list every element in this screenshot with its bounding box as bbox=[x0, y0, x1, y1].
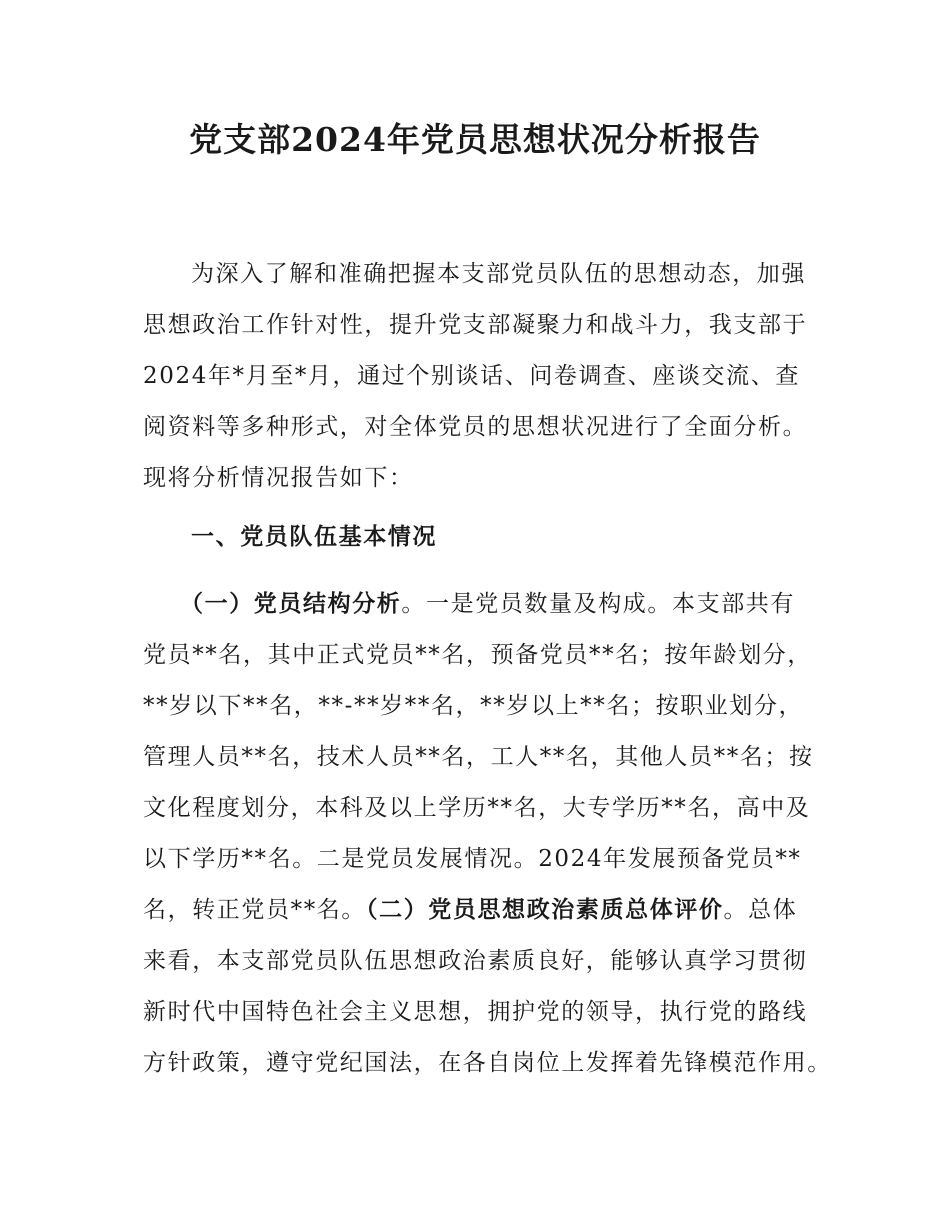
paragraph-line: 方针政策，遵守党纪国法，在各自岗位上发挥着先锋模范作用。 bbox=[143, 1050, 832, 1076]
paragraph-text: 。一是党员数量及构成。本支部共有 bbox=[401, 591, 796, 617]
paragraph-line: 党员**名，其中正式党员**名，预备党员**名；按年龄划分， bbox=[143, 642, 812, 668]
subsection-heading: （二）党员思想政治素质总体评价 bbox=[366, 896, 724, 923]
paragraph-line: 新时代中国特色社会主义思想，拥护党的领导，执行党的路线 bbox=[143, 999, 808, 1025]
paragraph-line: 2024年*月至*月，通过个别谈话、问卷调查、座谈交流、查 bbox=[143, 363, 800, 389]
paragraph-line: 现将分析情况报告如下： bbox=[143, 465, 414, 491]
document-title: 党支部2024年党员思想状况分析报告 bbox=[189, 120, 761, 159]
paragraph-line: 阅资料等多种形式，对全体党员的思想状况进行了全面分析。 bbox=[143, 414, 808, 440]
paragraph-text: 名，转正党员**名。 bbox=[143, 897, 366, 923]
paragraph-line: 为深入了解和准确把握本支部党员队伍的思想动态，加强 bbox=[191, 261, 806, 287]
paragraph-line: 以下学历**名。二是党员发展情况。2024年发展预备党员** bbox=[143, 846, 802, 872]
subsection-heading: （一）党员结构分析 bbox=[180, 590, 402, 617]
paragraph-line: 思想政治工作针对性，提升党支部凝聚力和战斗力，我支部于 bbox=[143, 312, 808, 338]
paragraph-line: 管理人员**名，技术人员**名，工人**名，其他人员**名；按 bbox=[143, 744, 814, 770]
paragraph-line bbox=[180, 588, 795, 620]
paragraph-line: **岁以下**名，**-**岁**名，**岁以上**名；按职业划分， bbox=[143, 693, 804, 719]
paragraph-line: 文化程度划分，本科及以上学历**名，大专学历**名，高中及 bbox=[143, 795, 811, 821]
paragraph-text: 。总体 bbox=[723, 897, 798, 923]
section-heading: 一、党员队伍基本情况 bbox=[191, 523, 437, 550]
paragraph-line bbox=[143, 894, 797, 926]
paragraph-line: 来看，本支部党员队伍思想政治素质良好，能够认真学习贯彻 bbox=[143, 948, 808, 974]
